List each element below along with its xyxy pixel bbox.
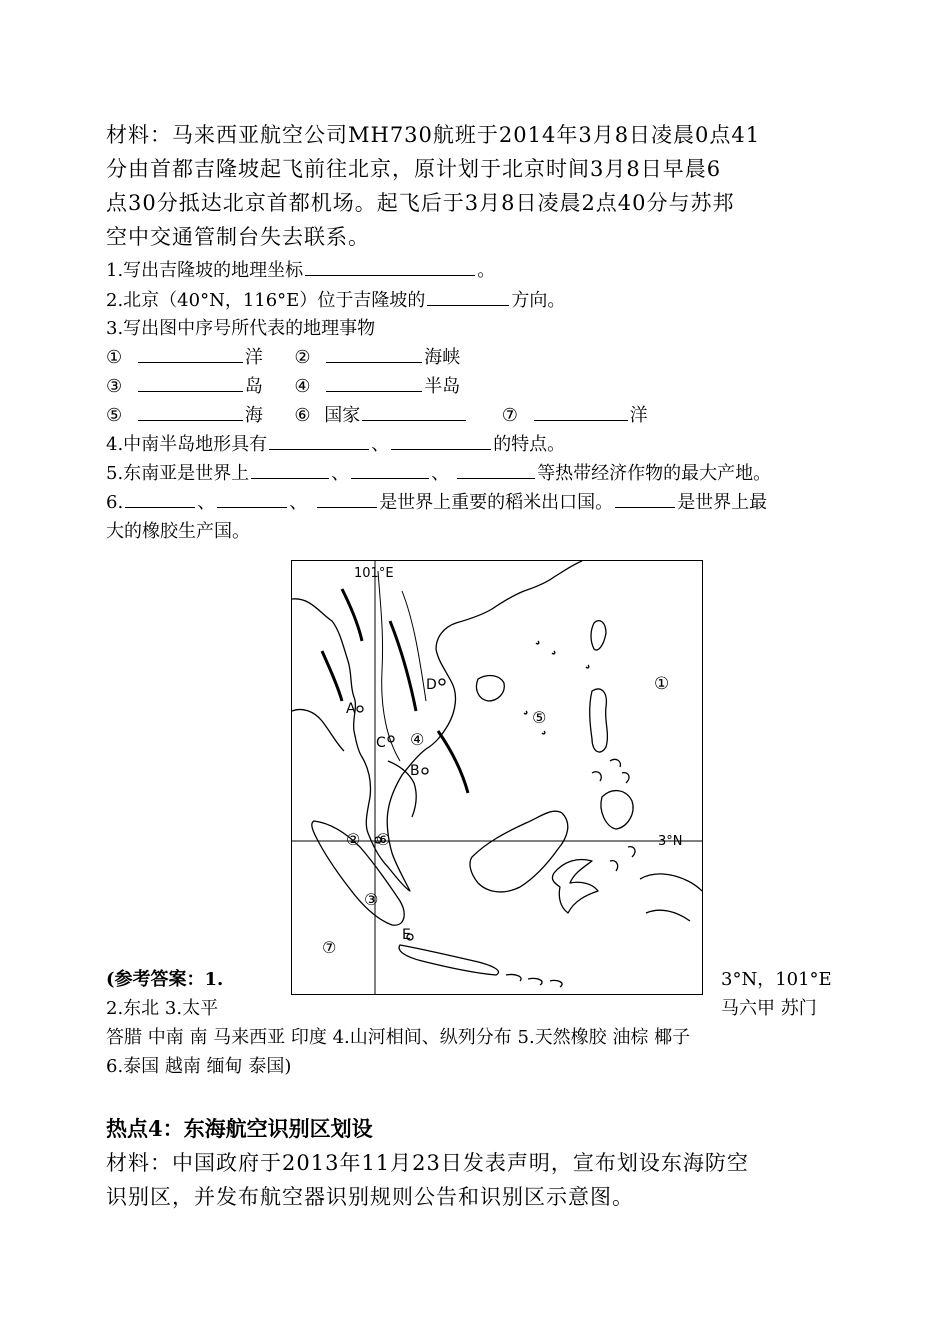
question-3-row: ③ 岛 ④ 半岛 [106, 372, 460, 401]
label-d: D [426, 677, 437, 693]
material-line: 点30分抵达北京首都机场。起飞后于3月8日凌晨2点40分与苏邦 [106, 191, 735, 215]
label-a: A [346, 701, 356, 717]
mountain-range [438, 731, 468, 793]
answer-blank[interactable] [125, 489, 195, 508]
answer-line-4: 6.泰国 越南 缅甸 泰国) [106, 1056, 292, 1077]
map-drawing [292, 561, 702, 994]
mountain-range [342, 589, 362, 641]
question-1: 1.写出吉隆坡的地理坐标 。 [106, 256, 495, 285]
mindanao-island [601, 791, 633, 829]
question-4: 4.中南半岛地形具有 、 的特点。 [106, 430, 565, 459]
label-4: ④ [410, 730, 425, 749]
material-line: 空中交通管制台失去联系。 [106, 225, 370, 249]
label-6: ⑥ [376, 830, 391, 849]
latitude-label: 3°N [658, 834, 683, 849]
answer-blank[interactable] [391, 431, 491, 450]
taiwan-island [591, 621, 606, 650]
java-island [399, 945, 498, 975]
mountain-range [322, 651, 342, 701]
label-e: E [402, 927, 411, 943]
answer-line-1-right: 3°N，101°E [721, 969, 832, 990]
mountain-range [390, 621, 416, 711]
river [402, 591, 426, 701]
answer-blank[interactable] [138, 344, 243, 363]
answer-line-1: (参考答案：1. [106, 969, 224, 990]
answer-blank[interactable] [534, 402, 628, 421]
answer-blank[interactable] [326, 373, 422, 392]
material-line: 材料：马来西亚航空公司MH730航班于2014年3月8日凌晨0点41 [106, 123, 761, 147]
answer-blank[interactable] [269, 431, 369, 450]
answer-line-3: 答腊 中南 南 马来西亚 印度 4.山河相间、纵列分布 5.天然橡胶 油棕 椰子 [106, 1027, 691, 1048]
answer-blank[interactable] [362, 402, 466, 421]
sulawesi-island [552, 860, 598, 914]
answer-blank[interactable] [305, 257, 475, 276]
material-line: 识别区，并发布航空器识别规则公告和识别区示意图。 [106, 1185, 634, 1209]
answer-blank[interactable] [138, 402, 243, 421]
lesser-sunda-islands [506, 974, 562, 987]
city-marker-d [439, 679, 445, 685]
question-3-row: ⑤ 海 ⑥ 国家 ⑦ 洋 [106, 401, 648, 430]
answer-blank[interactable] [427, 287, 509, 306]
material-line: 分由首都吉隆坡起飞前往北京，原计划于北京时间3月8日早晨6 [106, 157, 722, 181]
question-5: 5.东南亚是世界上 、 、 等热带经济作物的最大产地。 [106, 459, 771, 488]
river [378, 571, 400, 761]
maluku-islands [610, 847, 635, 871]
visayas-islands [592, 759, 629, 783]
answer-line-2: 2.东北 3.太平 [106, 998, 219, 1019]
answer-blank[interactable] [317, 489, 377, 508]
southeast-asia-map [291, 560, 703, 995]
label-c: C [376, 735, 386, 751]
label-2: ② [346, 830, 361, 849]
luzon-island [590, 689, 608, 752]
city-marker-b [422, 768, 428, 774]
question-2: 2.北京（40°N，116°E）位于吉隆坡的 方向。 [106, 286, 565, 315]
question-6-line2: 大的橡胶生产国。 [106, 521, 250, 542]
new-guinea-coast [640, 874, 702, 921]
label-b: B [410, 763, 420, 779]
answer-blank[interactable] [457, 460, 535, 479]
myanmar-coast [292, 709, 344, 751]
label-1: ① [654, 674, 670, 694]
answer-blank[interactable] [615, 489, 675, 508]
answer-blank[interactable] [251, 460, 329, 479]
answer-blank[interactable] [326, 344, 422, 363]
longitude-label: 101°E [354, 566, 394, 581]
material-line: 材料：中国政府于2013年11月23日发表声明，宣布划设东海防空 [106, 1151, 749, 1175]
label-5: ⑤ [532, 708, 547, 727]
answer-blank[interactable] [351, 460, 429, 479]
label-7: ⑦ [322, 938, 337, 957]
section-heading: 热点4：东海航空识别区划设 [106, 1116, 373, 1141]
question-3: 3.写出图中序号所代表的地理事物 [106, 318, 376, 339]
answer-blank[interactable] [138, 373, 243, 392]
question-3-row: ① 洋 ② 海峡 [106, 343, 460, 372]
hainan-island [476, 676, 504, 701]
city-marker-a [357, 706, 363, 712]
answer-blank[interactable] [217, 489, 287, 508]
question-6: 6. 、 、 是世界上重要的稻米出口国。 是世界上最 [106, 488, 767, 517]
answer-line-2-right: 马六甲 苏门 [721, 998, 817, 1019]
label-3: ③ [364, 890, 379, 909]
